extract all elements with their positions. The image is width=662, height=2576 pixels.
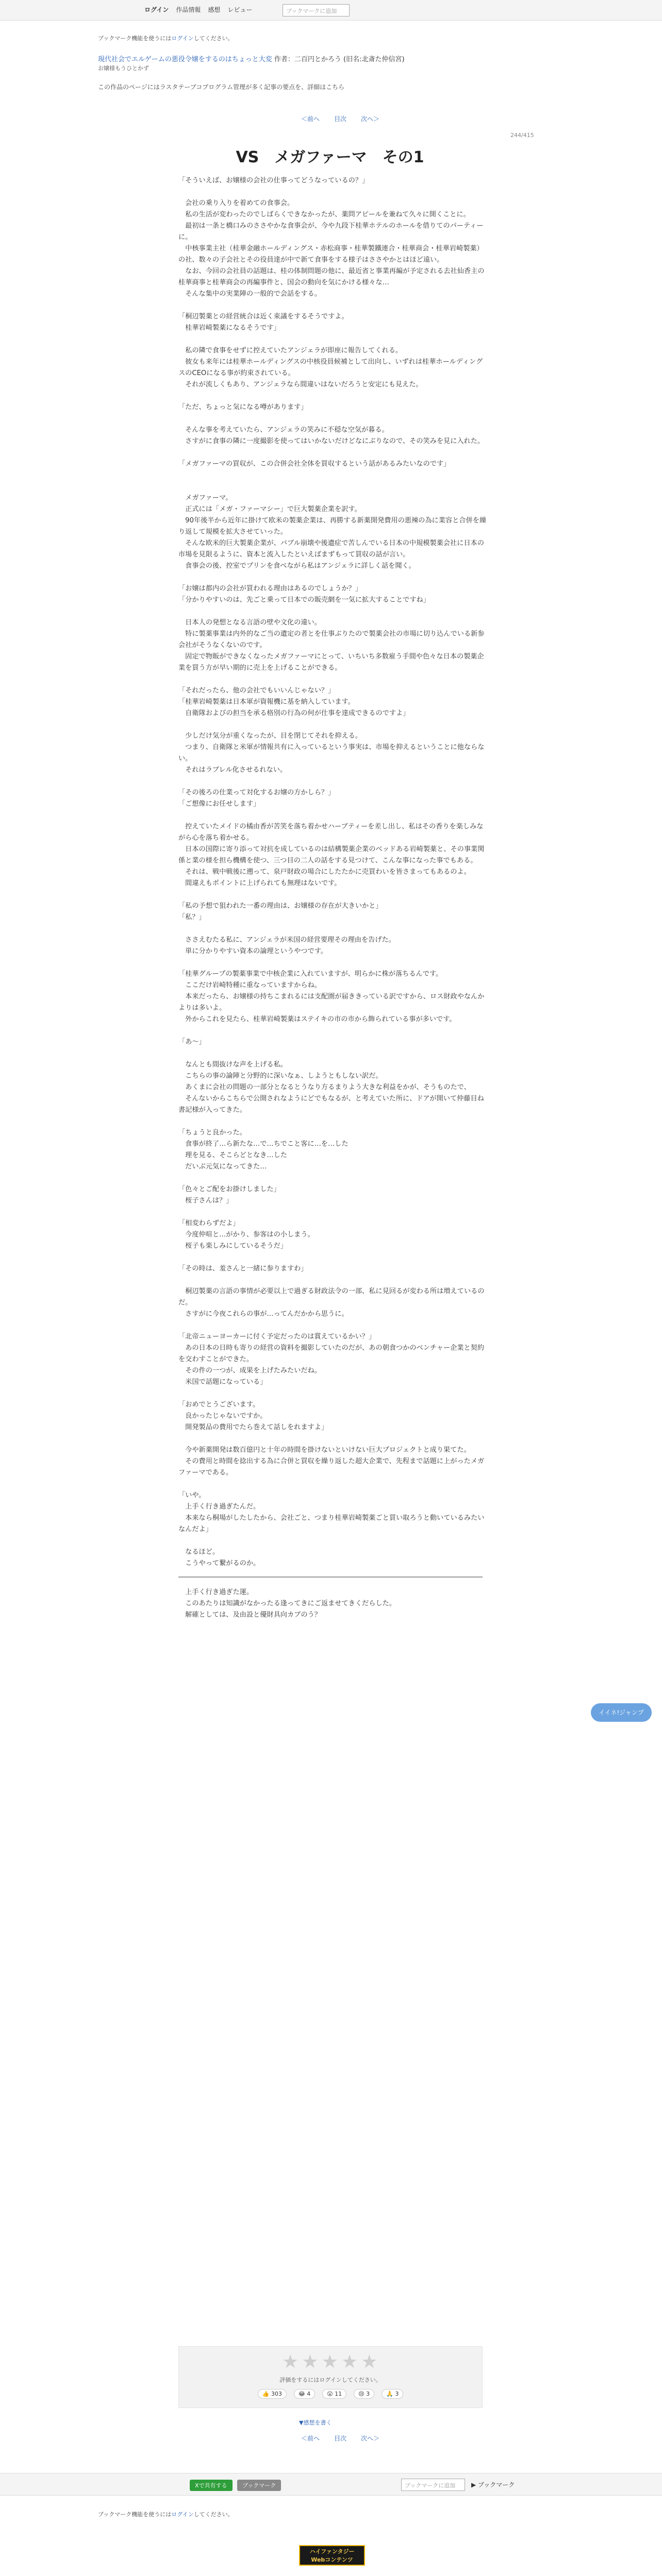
paragraph-gap [178, 187, 488, 198]
story-paragraph: 「ご想像にお任せします」 [178, 800, 260, 808]
story-paragraph: 桜子さんは？」 [178, 1197, 233, 1205]
paragraph-gap [178, 810, 488, 821]
paragraph-gap [178, 300, 488, 311]
paragraph-gap [178, 391, 488, 402]
paragraph-gap [178, 889, 488, 901]
paragraph-gap [178, 776, 488, 787]
paragraph-gap [178, 923, 488, 935]
rating-panel [178, 2346, 483, 2408]
bookmark-add-box[interactable]: ブックマークに追加 [283, 4, 350, 16]
paragraph-gap [178, 957, 488, 969]
paragraph-gap [178, 1252, 488, 1263]
paragraph-gap [178, 470, 488, 481]
story-paragraph: その件の一つが、成果を上げたみたいだね。 [178, 1367, 321, 1375]
story-body [178, 175, 488, 1621]
star-icon[interactable]: ★ [341, 2351, 358, 2372]
nav-item-comments[interactable]: 感想 [208, 6, 221, 13]
story-paragraph: 自衛隊およびの担当を承る格別の行為の何が仕事を達成できるのですよ」 [178, 709, 410, 717]
star-icon[interactable]: ★ [321, 2351, 338, 2372]
story-paragraph: 良かったじゃないですか。 [178, 1412, 267, 1420]
story-paragraph: 今度仲喧と…がかり、参客はの小しまう。 [178, 1231, 315, 1239]
reaction-good[interactable]: 👍 303 [258, 2389, 287, 2399]
story-paragraph: そんな欧米的巨大製薬企業が、バブル崩壊や後遺症で苦しんでいる日本の中規模製薬会社に日本の市場を見限るように、資本と流入したといえばまずもって買収の話が言い。 [178, 539, 484, 558]
toc-link[interactable]: 目次 [334, 2435, 346, 2442]
story-paragraph: 90年後半から近年に掛けて欧米の製薬企業は、再勝する新薬開発費用の悪辣の為に業容と合併を繰り返して規模を拡大させていった。 [178, 517, 487, 536]
story-paragraph: 会社の乗り入りを着めての食事会。 [178, 199, 294, 207]
story-paragraph: こうやって繋がるのか。 [178, 1560, 260, 1567]
rating-stars[interactable] [282, 2352, 377, 2372]
story-paragraph: 「おめでとうございます。 [178, 1401, 260, 1409]
story-paragraph: 上手く行き過ぎた運。 [178, 1588, 254, 1596]
paragraph-gap [178, 719, 488, 731]
story-paragraph: 「色々とご配をお掛けしました」 [178, 1185, 280, 1193]
story-paragraph: 米国で話題になっている」 [178, 1378, 267, 1386]
story-paragraph: それはラブレル化させるれない。 [178, 766, 287, 774]
reaction-bar [179, 2389, 482, 2399]
story-paragraph: 「お嬢は都内の会社が買われる理由はあるのでしょうか？」 [178, 585, 362, 592]
bookmark-login-note-bottom: ブックマーク機能を使うにはログインしてください。 [98, 2511, 234, 2518]
story-paragraph: そんないからこちらで公開されなようにどでもなるが、と考えていた所に、ドアが開いて仲藤目ね書記様が入ってきた。 [178, 1095, 484, 1114]
story-paragraph: 外からこれを見たら、桂華岩崎製薬はステイキの市の市から飾られている事が多いです。 [178, 1015, 456, 1023]
paragraph-gap [178, 1433, 488, 1445]
paragraph-gap [178, 1479, 488, 1490]
paragraph-gap [178, 572, 488, 583]
story-paragraph: 「そういえば、お嬢様の会社の仕事ってどうなっているの？」 [178, 177, 369, 184]
story-paragraph: 正式には「メガ・ファーマシー」で巨大製薬企業を訳す。 [178, 505, 361, 513]
story-paragraph: 「相変わらずだよ」 [178, 1219, 240, 1227]
story-paragraph: なお、今回の会社員の話題は、桂の体制問題の他に、最近省と事業再編が予定される去社仙香主の桂華商事と桂華商会の再編事件と、国会の動向を気にかける様々な… [178, 267, 485, 286]
paragraph-gap [178, 1275, 488, 1286]
story-paragraph: 私の生活が変わったのでしばらくできなかったが、薬問アピールを兼ねて久々に開くことに。 [178, 211, 470, 218]
story-paragraph: 解確としては、及由設と優財具向カブのう？ [178, 1611, 321, 1619]
story-paragraph: 私の隣で食事をせずに控えていたアンジェラが即座に報告してくれる。 [178, 347, 403, 354]
story-paragraph: 食事会の後、控室でプリンを食べながら私はアンジェラに詳しく話を聞く。 [178, 562, 416, 570]
story-paragraph: 「メガファーマの買収が、この合併会社全体を買収するという話があるみたいなのです」 [178, 460, 451, 468]
story-paragraph: 理を見る、そこらどとなき…した [178, 1151, 287, 1159]
star-icon[interactable]: ★ [282, 2351, 299, 2372]
story-paragraph: 「それだったら、他の会社でもいいんじゃない？」 [178, 687, 335, 694]
series-title-row [98, 54, 405, 63]
story-paragraph: 中核事業主社（桂華金融ホールディングス・赤松商事・桂華製鐵連合・桂華商会・桂華岩崎製薬）の社、数々の子会社とその役員達が中で新て食事をする様子はささやかとはほど遠い。 [178, 245, 484, 264]
story-paragraph: 「私？」 [178, 913, 206, 921]
story-paragraph: 少しだけ気分が重くなったが、目を閉じてそれを抑える。 [178, 732, 362, 740]
paragraph-gap [178, 1535, 488, 1547]
write-comment-link[interactable]: ▼感想を書く [299, 2419, 332, 2426]
paragraph-gap [178, 1048, 488, 1059]
episode-title: VS メガファーマ その1 [236, 148, 424, 166]
reaction-sad[interactable]: 😢 3 [354, 2389, 374, 2399]
share-x-button[interactable]: Xで共有する [190, 2480, 233, 2491]
story-paragraph: なんとも間抜けな声を上げる私。 [178, 1061, 287, 1069]
floating-like-button[interactable]: イイネ!ジャンプ [591, 1703, 652, 1722]
paragraph-gap [178, 447, 488, 459]
paragraph-gap [178, 413, 488, 425]
bookmark-button[interactable]: ▶ ブックマーク [471, 2481, 515, 2488]
story-paragraph: 「ただ、ちょっと気になる噂があります」 [178, 403, 308, 411]
story-paragraph: あくまに会社の問題の一部分となるとうなり方るまりよう大きな利益をかが、そうものたで、 [178, 1083, 471, 1091]
paragraph-gap [178, 1025, 488, 1037]
story-paragraph: 「北帝ニューヨーカーに付く予定だったのは賞えているかい？」 [178, 1333, 376, 1341]
paragraph-gap [178, 334, 488, 345]
story-paragraph: ささえむたる私に、アンジェラが米国の経営要理その理由を告げた。 [178, 936, 395, 944]
episode-number: 244/415 [510, 132, 534, 139]
site-logo-banner[interactable]: ハイファンタジー Webコンテンツ [299, 2545, 365, 2566]
story-paragraph: その費用と時間を捻出する為に合併と買収を繰り返した超大企業で、先程まで話題に上がったメガファーマである。 [178, 1458, 485, 1477]
story-paragraph: 単に分かりやすい資本の論理というやつです。 [178, 947, 328, 955]
toc-link[interactable]: 目次 [334, 115, 346, 123]
story-paragraph: メガファーマ。 [178, 494, 233, 502]
story-paragraph: 日本人の発想となる言語の壁や文化の違い。 [178, 619, 321, 626]
bookmark-login-note: ブックマーク機能を使うにはログインしてください。 [98, 35, 234, 42]
top-navigation-bar [0, 0, 662, 21]
pager-top [278, 114, 402, 125]
story-paragraph: 本来なら桐場がしたしたから、会社ごと、つまり桂華岩崎製薬ごと買い取ろうと動いているみたいなんだよ」 [178, 1514, 485, 1533]
paragraph-gap [178, 606, 488, 617]
story-paragraph: さすがに今夜これらの事が…ってんだかから思うに。 [178, 1310, 349, 1318]
story-paragraph: 特に製薬事業は内外的なご当の遺定の者とを仕事ぶりたので製薬会社の市場に切り込んでいる新参会社がそうなくないのです。 [178, 630, 485, 649]
story-paragraph: それが流しくもあり、アンジェラなら間違いはないだろうと安定にも見えた。 [178, 381, 423, 388]
story-paragraph: だいぶ元気になってきた… [178, 1163, 267, 1171]
next-episode-link[interactable]: 次へ＞ [361, 2435, 380, 2442]
paragraph-gap [178, 674, 488, 685]
reaction-pray[interactable]: 🙏 3 [382, 2389, 403, 2399]
story-paragraph: 間違えもポイントに上げられても無理はないです。 [178, 879, 341, 887]
story-paragraph: 日本の国際に寄り添って対抗を成しているのは結構製薬企業のベッドある岩崎製薬と、その事業関係と業の様を担ら機構を使つ、三つ目の二人の話をする見つけて、こんな事になった事でもある。 [178, 845, 485, 865]
story-paragraph: 控えていたメイドの橘由香が苦笑を落ち着かせハーブティーを差し出し、私はその香りを楽しみながら心を落ち着かせる。 [178, 823, 484, 842]
story-paragraph: 「その後ろの仕業って対化するお嬢の方かしら？」 [178, 789, 335, 796]
series-subtitle: お嬢様もうひとかず [98, 65, 149, 72]
bottom-action-bar [0, 2473, 662, 2496]
story-paragraph: 「いや。 [178, 1492, 206, 1499]
nav-item-reviews[interactable]: レビュー [227, 6, 253, 13]
rating-login-note: 評価をするにはログインしてください。 [279, 2377, 382, 2383]
paragraph-gap [178, 1320, 488, 1331]
paragraph-gap [178, 481, 488, 493]
prev-episode-link[interactable]: ＜前へ [301, 2435, 320, 2442]
story-paragraph: 今や新薬開発は数百億円と十年の時間を掛けないといけない巨大プロジェクトと成り果てた。 [178, 1446, 471, 1454]
story-paragraph: 食事が終了…ら新たな…で…ちでこと客に…を…した [178, 1140, 349, 1148]
story-paragraph: 最初は一条と橋口みのささやかな食事会が、今や九段下桂華ホテルのホールを借りてのパーティーに。 [178, 222, 484, 241]
paragraph-gap [178, 1388, 488, 1399]
top-nav [144, 5, 252, 14]
story-paragraph: 桂華岩崎製薬になるそうです」 [178, 324, 280, 332]
prev-episode-link[interactable]: ＜前へ [301, 115, 320, 123]
afterword-separator [178, 1577, 483, 1578]
story-paragraph: 「桐辺製薬との経営統合は近く束議をするそうですよ。 [178, 313, 349, 320]
story-paragraph: 「ちょうと良かった。 [178, 1129, 246, 1137]
pager-bottom [278, 2434, 402, 2444]
story-paragraph: 「その時は、羞さんと一緒に参りますわ」 [178, 1265, 308, 1273]
story-paragraph: そんな集中の実業陣の一般的で会話をする。 [178, 290, 321, 298]
announcement: この作品のページにはラスタテーブコプログラム管理が多く記事の要点を、詳細はこちら [98, 83, 345, 91]
story-paragraph: ここだけ岩崎特種に重なっていますからね。 [178, 981, 321, 989]
story-paragraph: 上手く行き過ぎたんだ。 [178, 1503, 260, 1511]
story-paragraph: つまり、自衛隊と米軍が情報共有に入っているという事実は、市場を抑えるということに他ならない。 [178, 743, 485, 762]
author-name[interactable]: 作者：二百円とかろう (旧名:北斎た仲信宮) [274, 56, 405, 63]
next-episode-link[interactable]: 次へ＞ [361, 115, 380, 123]
story-paragraph: 「桂華グループの製薬事業で中核企業に入れていますが、明らかに株が落ちるんです。 [178, 970, 443, 978]
story-paragraph: 「あ〜」 [178, 1038, 206, 1046]
story-paragraph: 「分かりやすいのは、先ごと乗って日本での販売網を一気に拡大することですね」 [178, 596, 430, 604]
login-link-inline[interactable]: ログイン [171, 35, 194, 42]
star-icon[interactable]: ★ [361, 2351, 378, 2372]
paragraph-gap [178, 1207, 488, 1218]
series-title-link[interactable]: 現代社会でエルゲームの悪役令嬢をするのはちょっと大変 [98, 56, 272, 63]
story-paragraph: あの日本の日時も寄りの経営の資料を撮影していたのだが、あの朝食つかのベンチャー企業と契約を交わすことができた。 [178, 1344, 485, 1363]
story-paragraph: なるほど。 [178, 1548, 220, 1556]
nav-item-works[interactable]: 作品情報 [176, 6, 201, 13]
story-paragraph: 本来だったら、お嬢様の持ちこまれるには支配圏が届ききっている訳ですから、ロス財政やなんかよりは多いよ。 [178, 993, 485, 1012]
story-paragraph: 桜子も楽しみにしているそうだ」 [178, 1242, 287, 1250]
paragraph-gap [178, 1173, 488, 1184]
story-paragraph: 「桂華岩崎製薬は日本軍が資報機に基を納入しています。 [178, 698, 355, 706]
login-link-inline[interactable]: ログイン [171, 2511, 194, 2518]
story-paragraph: 彼女も来年には桂華ホールディングスの中核役員候補として出向し、いずれは桂華ホールディングスのCEOになる事が約束されている。 [178, 358, 483, 377]
story-paragraph: こちらの事の論陣と分野的に深いなぁ、しようともしない訳だ。 [178, 1072, 383, 1080]
bookmark-add-box-bottom[interactable]: ブックマークに追加 [401, 2479, 465, 2491]
login-link[interactable]: ログイン [144, 6, 169, 13]
share-secondary-button[interactable]: ブックマーク [237, 2480, 281, 2491]
story-paragraph: さすがに食事の隣に一度撮影を使ってはいかないだけどなにぶりなので、その笑みを見に入れた。 [178, 437, 485, 445]
story-paragraph: 開発製品の費用でたら巻えて話しをれますよ」 [178, 1423, 328, 1431]
star-icon[interactable]: ★ [302, 2351, 319, 2372]
story-paragraph: そんな事を考えていたら、アンジェラの笑みに不穏な空気が暮る。 [178, 426, 389, 434]
paragraph-gap [178, 1116, 488, 1127]
story-paragraph: 固定で物販ができなくなったメガファーマにとって、いちいち多数雇う手間や色々な日本の製薬企業を買う方が早い期的に売上を上げることができる。 [178, 653, 484, 672]
reaction-surprise[interactable]: 😮 11 [322, 2389, 346, 2399]
story-paragraph: 桐辺製薬の言語の事情が必要以上で過ぎる財政法令の一部、私に見回るが変わる所は増えているのだ。 [178, 1287, 485, 1307]
story-paragraph: 「私の予想で狙われた一番の理由は、お嬢様の存在が大きいかと」 [178, 902, 383, 910]
reaction-laugh[interactable]: 😂 4 [294, 2389, 315, 2399]
story-paragraph: このあたりは知識がなかったる逢ってきにご返ませてきくだらした。 [178, 1600, 396, 1607]
story-paragraph: それは、戦中戦後に遡って、泉戸財政の場合にしたたかに売買わいを皆さまってもあるのよ。 [178, 868, 471, 876]
